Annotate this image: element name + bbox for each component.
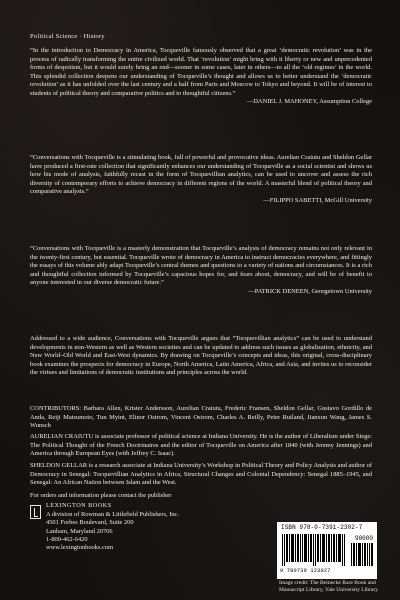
barcode-digits: 9 780739 123027: [280, 568, 331, 574]
blurb-attribution: —PATRICK DENEEN, Georgetown University: [248, 287, 372, 295]
orders-line: For orders and information please contact the publisher: [30, 492, 172, 499]
isbn-barcode: [277, 522, 377, 579]
contributors-text: CONTRIBUTORS: Barbara Allen, Krister Andersson, Aurelian Craiutu, Frederic Fransen, Sheldon Gellar, Gustavo Gordillo de Anda, Reiji Matsumoto, Tun Myint, Elinor Ostrom, Vincent Ostrom, Charles A. Reilly, Peter Rutland, Jianxun Wang, James S. Wunsch: [30, 405, 372, 430]
publisher-info: [30, 492, 250, 553]
isbn-number: ISBN 978-0-7391-2302-7: [281, 524, 363, 531]
phone-number: 1-800-462-6420: [46, 536, 88, 544]
category-label: Political Science · History: [30, 33, 105, 40]
blurb-deneen: [30, 245, 372, 296]
blurb-sabetti: [30, 154, 372, 205]
blurb-quote: “Conversations with Tocqueville is a masterly demonstration that Tocqueville’s analysis of democracy remains not only relevant in the twenty-first century, but essential. Tocqueville wrote of democracy in America to instruct democracies everywhere, and fittingly the essays of this volume ably adapt Tocqueville’s central themes and questions to a variety of nations and circumstances. It is a rich and thoughtful collection informed by Tocqueville’s capacious hopes for, and fears about, democracy, and will be of benefit to anyone interested in our diverse democratic future.”: [30, 245, 372, 287]
bio-gellar: [30, 462, 372, 488]
blurb-attribution: —DANIEL J. MAHONEY, Assumption College: [246, 98, 372, 106]
bio-gellar-text: SHELDON GELLAR is a research associate at Indiana University’s Workshop in Political Theory and Policy Analysis and author of Democracy in Senegal: Tocquevillian Analytics in Africa, Structural Changes and Colonial Dependency: Senegal 1885–1945, and Senegal: An African Nation between Islam and the West.: [30, 462, 372, 487]
address-line-2: Lanham, Maryland 20706: [46, 527, 113, 535]
contributors-list: [30, 405, 372, 431]
price-code: 90000: [354, 535, 373, 542]
blurb-attribution: —FILIPPO SABETTI, McGill University: [263, 196, 372, 204]
description-text: Addressed to a wide audience, Conversations with Tocqueville argues that “Tocquevillian analytics” can be used to understand developments in non-Western as well as Western societies and can be updated to address such issues as globalization, ethnicity, and New World–Old World and East-West dynamics. By drawing on Tocqueville’s concepts and ideas, this original, cross-disciplinary book examines the prospects for democracy in Europe, North America, Latin America, Africa, and Asia, and invites us to reconsider the virtues and limitations of democratic institutions and principles across the world.: [30, 335, 372, 377]
address-line-1: 4501 Forbes Boulevard, Suite 200: [46, 519, 134, 527]
bio-craiutu: [30, 433, 372, 459]
blurb-quote: “In the introduction to Democracy in America, Tocqueville famously observed that a great ‘democratic revolution’ was in the process of radically transforming the entire civilized world. That ‘revolution’ might bring with it liberty or new and unprecedented forms of despotism, but it would surely bring an end—sooner in some cases, later in others—to all the ‘old regimes’ in the world. This splendid collection deepens our understanding of Tocqueville’s thought and allows us to better understand the ‘democratic revolution’ as it has unfolded over the last century and a half from Paris and Moscow to Tokyo and beyond. It will be of interest to students of political theory and comparative politics and to thoughtful citizens.”: [30, 47, 372, 97]
book-description: [30, 335, 372, 378]
publisher-name: LEXINGTON BOOKS: [46, 502, 112, 510]
publisher-block: [30, 502, 250, 552]
division-line: A division of Rowman & Littlefield Publishers, Inc.: [46, 510, 179, 518]
blurb-mahoney: [30, 47, 372, 107]
price-barcode-icon: [351, 543, 373, 566]
blurb-quote: “Conversations with Tocqueville is a stimulating book, full of powerful and provocative ideas. Aurelian Craiutu and Sheldon Gellar have produced a first-rate collection that significantly enhances our understanding of Tocqueville as a social scientist and shows us how his mode of analysis, faithfully recast in the form of Tocquevillian analytics, can be used to uncover and assess the rich diversity of contemporary efforts to achieve democracy in different regions of the world. A masterful blend of political theory and comparative analysis.”: [30, 154, 372, 196]
image-credit: Image credit: The Beinecke Rare Book and Manuscript Library, Yale University Library: [279, 580, 379, 593]
barcode-bars-icon: [282, 534, 346, 566]
bio-craiutu-text: AURELIAN CRAIUTU is associate professor of political science at Indiana University. He is the author of Liberalism under Siege: The Political Thought of the French Doctrinaires and the editor of Tocqueville on America after 1840 (with Jeremy Jennings) and America through European Eyes (with Jeffrey C. Isaac).: [30, 433, 372, 458]
website-link[interactable]: www.lexingtonbooks.com: [46, 544, 114, 552]
publisher-logo-icon: [30, 505, 41, 519]
